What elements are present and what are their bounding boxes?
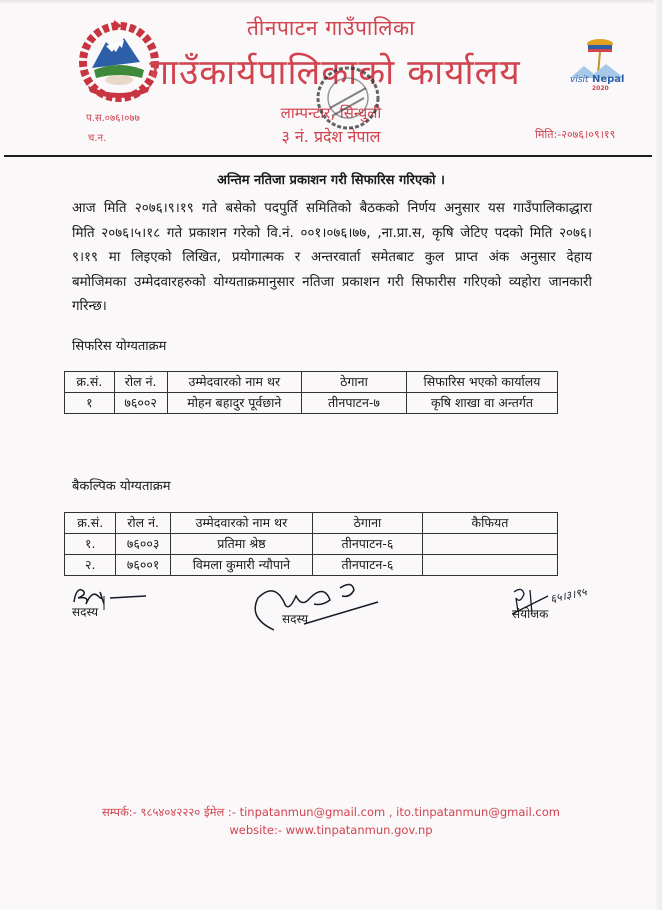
signature-member-1: सदस्य <box>72 605 99 619</box>
cell-serial: २. <box>65 555 116 576</box>
office-stamp-icon <box>310 58 386 150</box>
col-recommended-office: सिफारिस भएको कार्यालय <box>406 372 557 393</box>
municipality-name: तीनपाटन गाउँपालिका <box>246 16 416 40</box>
dispatch-number: च.न. <box>88 133 107 144</box>
cell-serial: १. <box>65 534 116 555</box>
col-remarks: कैफियत <box>422 513 557 534</box>
cell-roll-no: ७६००३ <box>116 534 170 555</box>
alternate-table <box>64 512 558 576</box>
cell-candidate-name: विमला कुमारी न्यौपाने <box>170 555 312 576</box>
province-line: ३ नं. प्रदेश नेपाल <box>281 127 381 146</box>
cell-address: तीनपाटन-६ <box>312 534 422 555</box>
cell-address: तीनपाटन-६ <box>312 555 422 576</box>
table-row <box>65 555 558 576</box>
reference-number: प.स.०७६।०७७ <box>86 113 140 124</box>
col-candidate-name: उम्मेदवारको नाम थर <box>167 372 301 393</box>
header-divider <box>4 155 652 157</box>
table-header-row <box>65 513 558 534</box>
alternate-section-label: बैकल्पिक योग्यताक्रम <box>72 479 171 494</box>
col-serial: क्र.सं. <box>65 372 115 393</box>
cell-remarks <box>422 534 557 555</box>
signature-member-2: सदस्य <box>282 612 309 626</box>
recommended-section-label: सिफरिस योग्यताक्रम <box>72 339 167 354</box>
visit-nepal-text: visit <box>570 75 589 85</box>
cell-recommended-office: कृषि शाखा वा अन्तर्गत <box>406 393 557 414</box>
page-top-edge <box>0 0 662 4</box>
col-address: ठेगाना <box>312 513 422 534</box>
col-serial: क्र.सं. <box>65 513 116 534</box>
col-address: ठेगाना <box>301 372 406 393</box>
notice-body: आज मिति २०७६।९।१९ गते बसेको पदपुर्ति समितिको बैठकको निर्णय अनुसार यस गाउँपालिकाद्धारा मिति २०७६।५।१८ गते प्रकाशन गरेको वि.नं. ००१।०७६।७७, ,ना.प्रा.स, कृषि जेटिए पदको मिति २०७६।९।१९ मा लिइएको लिखित, प्रयोगात्मक र अन्तरवार्ता समेतबाट कुल प्राप्त अंक अनुसार देहाय बमोजिमका उम्मेदवारहरुको योग्यताक्रमानुसार नतिजा प्रकाशन गरी सिफारीस गरिएको व्यहोरा जानकारी गरिन्छ। <box>72 201 592 314</box>
letter-date: मिति:-२०७६।०९।१९ <box>535 128 616 141</box>
cell-serial: १ <box>65 393 115 414</box>
cell-roll-no: ७६००१ <box>116 555 170 576</box>
signature-date-annotation: ६५।३।९५ <box>549 585 588 606</box>
col-roll-no: रोल नं. <box>116 513 170 534</box>
office-address: लाम्पन्टार, सिन्धुली <box>280 104 382 122</box>
col-roll-no: रोल नं. <box>114 372 167 393</box>
footer-website: website:- www.tinpatanmun.gov.np <box>229 823 433 837</box>
col-candidate-name: उम्मेदवारको नाम थर <box>170 513 312 534</box>
cell-address: तीनपाटन-७ <box>301 393 406 414</box>
cell-roll-no: ७६००२ <box>114 393 167 414</box>
visit-nepal-year: 2020 <box>592 85 609 92</box>
visit-nepal-2020-logo <box>566 34 630 94</box>
office-title: गाउँकार्यपालिकाको कार्यालय <box>149 53 521 93</box>
footer-contact: सम्पर्क:- ९८५४०४२२२० ईमेल :- tinpatanmun@gmail.com , ito.tinpatanmun@gmail.com <box>102 805 560 819</box>
cell-remarks <box>422 555 557 576</box>
signature-middle-scribble <box>244 578 384 636</box>
signature-coordinator: संयोजक <box>512 607 549 621</box>
recommended-table <box>64 371 558 414</box>
table-row <box>65 393 558 414</box>
table-row <box>65 534 558 555</box>
table-header-row <box>65 372 558 393</box>
notice-title: अन्तिम नतिजा प्रकाशन गरी सिफारिस गरिएको । <box>217 173 445 188</box>
svg-text:Nepal: Nepal <box>592 74 625 85</box>
cell-candidate-name: मोहन बहादुर पूर्वछाने <box>167 393 301 414</box>
cell-candidate-name: प्रतिमा श्रेष्ठ <box>170 534 312 555</box>
